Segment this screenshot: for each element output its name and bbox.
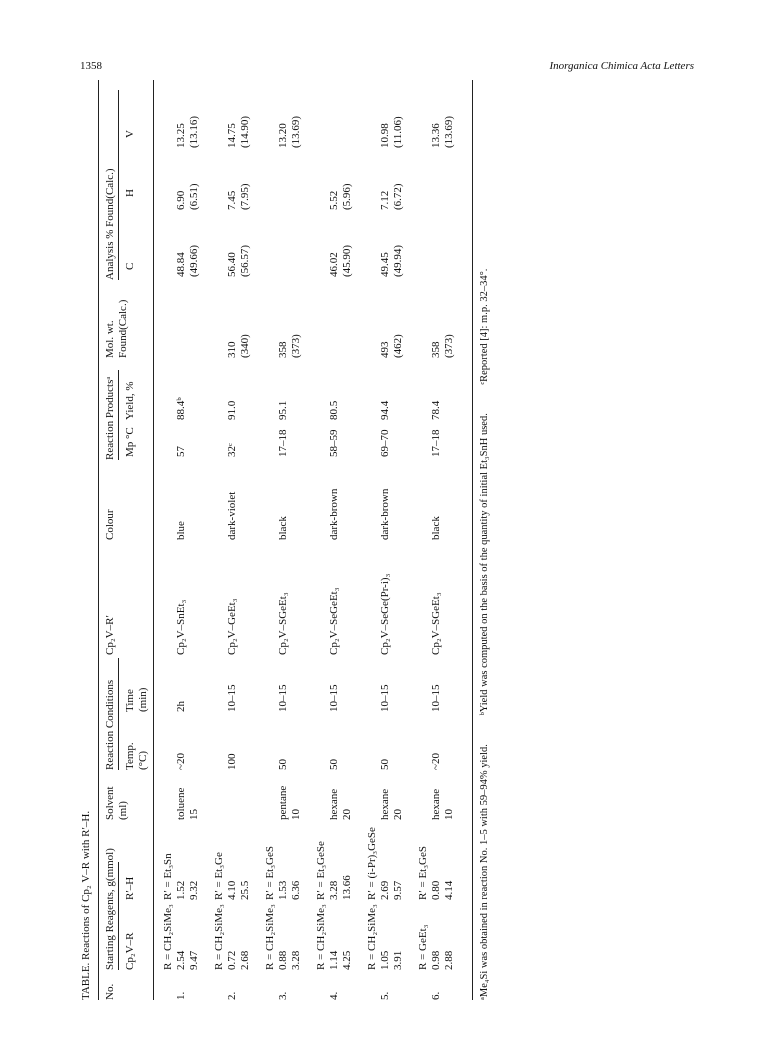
molwt-calc: (373): [443, 334, 455, 358]
temperature: 50: [328, 759, 340, 770]
rprime-mmol: 6.36: [290, 880, 302, 900]
r-group: R = CH₂SiMe₃: [162, 904, 174, 970]
product: Cp₂V–SeGeEt₃: [328, 587, 340, 655]
r-grams: 1.05: [379, 950, 391, 970]
solvent: hexane: [379, 788, 391, 820]
header-temp: Temp.: [124, 742, 136, 770]
yield: 78.4: [430, 400, 442, 420]
r-mmol: 3.91: [392, 950, 404, 970]
v-found: 13.20: [277, 123, 289, 148]
c-found: 56.40: [226, 252, 238, 277]
header-solvent: Solvent: [104, 786, 116, 820]
header-analysis: Analysis % Found(Calc.): [104, 90, 119, 280]
molwt-found: 493: [379, 341, 391, 358]
molwt-calc: (340): [239, 334, 251, 358]
h-calc: (6.51): [188, 183, 200, 210]
time: 2h: [175, 701, 187, 712]
header-solvent-unit: (ml): [117, 801, 129, 820]
product: Cp₂V–GeEt₃: [226, 598, 238, 655]
melting-point: 17–18: [430, 429, 442, 457]
journal-title: Inorganica Chimica Acta Letters: [549, 60, 694, 72]
r-mmol: 9.47: [188, 950, 200, 970]
header-time-unit: (min): [137, 687, 149, 712]
c-calc: (56.57): [239, 244, 251, 277]
colour: dark-violet: [226, 491, 238, 540]
rprime-group: R′ = Et₃GeS: [417, 845, 429, 900]
h-found: 7.45: [226, 190, 238, 210]
r-group: R = CH₂SiMe₃: [264, 904, 276, 970]
colour: blue: [175, 521, 187, 540]
rprime-group: R′ = Et₃Sn: [162, 853, 174, 900]
solvent-ml: 10: [290, 809, 302, 820]
h-found: 5.52: [328, 190, 340, 210]
top-rule: [98, 80, 99, 1000]
header-time: Time: [124, 689, 136, 712]
time: 10–15: [379, 684, 391, 712]
header-molwt: Mol. wt.: [104, 320, 116, 358]
c-calc: (49.94): [392, 244, 404, 277]
header-rh: R′–H: [124, 876, 136, 900]
header-reaction-conditions: Reaction Conditions: [104, 658, 119, 770]
v-found: 13.25: [175, 123, 187, 148]
r-mmol: 2.88: [443, 950, 455, 970]
footnote-a: ᵃMe₄Si was obtained in reaction No. 1–5 with 59–94% yield.: [479, 744, 490, 1000]
yield: 80.5: [328, 400, 340, 420]
temperature: 50: [277, 759, 289, 770]
header-product: Cp₂V–R′: [104, 615, 116, 655]
rprime-mmol: 25.5: [239, 880, 251, 900]
rprime-grams: 0.80: [430, 880, 442, 900]
c-found: 49.45: [379, 252, 391, 277]
solvent: hexane: [430, 788, 442, 820]
solvent: toluene: [175, 787, 187, 820]
melting-point: 32ᶜ: [226, 443, 238, 457]
rprime-mmol: 9.32: [188, 880, 200, 900]
rprime-grams: 4.10: [226, 880, 238, 900]
h-calc: (7.95): [239, 183, 251, 210]
melting-point: 58–59: [328, 429, 340, 457]
h-found: 6.90: [175, 190, 187, 210]
colour: black: [277, 516, 289, 540]
r-group: R = CH₂SiMe₃: [366, 904, 378, 970]
header-temp-unit: (°C): [137, 750, 149, 770]
solvent-ml: 15: [188, 809, 200, 820]
rprime-mmol: 13.66: [341, 875, 353, 900]
header-mp: Mp °C: [124, 427, 136, 457]
time: 10–15: [328, 684, 340, 712]
header-no: No.: [104, 983, 116, 1000]
v-calc: (14.90): [239, 115, 251, 148]
header-h: H: [124, 189, 136, 197]
r-grams: 1.14: [328, 950, 340, 970]
c-calc: (49.66): [188, 244, 200, 277]
rprime-mmol: 9.57: [392, 880, 404, 900]
header-reaction-products: Reaction Productsᵃ: [104, 370, 119, 460]
row-number: 2.: [226, 991, 238, 1000]
r-grams: 0.88: [277, 950, 289, 970]
molwt-calc: (462): [392, 334, 404, 358]
melting-point: 69–70: [379, 429, 391, 457]
header-c: C: [124, 262, 136, 270]
header-rule: [153, 80, 154, 1000]
product: Cp₂V–SGeEt₃: [430, 592, 442, 655]
v-calc: (13.16): [188, 115, 200, 148]
rprime-group: R′ = Et₃GeS: [264, 845, 276, 900]
v-calc: (13.69): [290, 115, 302, 148]
solvent-ml: 20: [392, 809, 404, 820]
molwt-found: 358: [277, 341, 289, 358]
rotated-table: [80, 80, 498, 1000]
v-calc: (11.06): [392, 116, 404, 148]
c-found: 48.84: [175, 252, 187, 277]
colour: dark-brown: [328, 488, 340, 540]
footnote-b: ᵇYield was computed on the basis of the quantity of initial Et₃SnH used.: [479, 413, 490, 716]
footnote-c: ᶜReported [4]: m.p. 32–34°.: [479, 268, 490, 385]
melting-point: 57: [175, 446, 187, 457]
molwt-found: 358: [430, 341, 442, 358]
v-found: 13.36: [430, 123, 442, 148]
row-number: 4.: [328, 991, 340, 1000]
time: 10–15: [277, 684, 289, 712]
colour: dark-brown: [379, 488, 391, 540]
molwt-calc: (373): [290, 334, 302, 358]
molwt-found: 310: [226, 341, 238, 358]
yield: 95.1: [277, 400, 289, 420]
product: Cp₂V–SnEt₃: [175, 599, 187, 655]
v-found: 14.75: [226, 123, 238, 148]
header-molwt-sub: Found(Calc.): [117, 299, 129, 358]
time: 10–15: [226, 684, 238, 712]
h-calc: (5.96): [341, 183, 353, 210]
r-grams: 0.72: [226, 950, 238, 970]
row-number: 6.: [430, 991, 442, 1000]
r-grams: 2.54: [175, 950, 187, 970]
header-v: V: [124, 130, 136, 138]
r-mmol: 4.25: [341, 950, 353, 970]
r-mmol: 3.28: [290, 950, 302, 970]
header-cp2vr: Cp₂V–R: [124, 932, 136, 970]
header-starting-reagents: Starting Reagents, g(mmol): [104, 862, 119, 970]
page-number: 1358: [80, 60, 102, 72]
rprime-group: R′ = Et₃GeSe: [315, 841, 327, 900]
rprime-grams: 3.28: [328, 880, 340, 900]
header-colour: Colour: [104, 509, 116, 540]
v-calc: (13.69): [443, 115, 455, 148]
melting-point: 17–18: [277, 429, 289, 457]
table-caption: TABLE. Reactions of Cp₂ V–R with R′–H.: [80, 810, 92, 1000]
product: Cp₂V–SeGe(Pr-i)₃: [379, 573, 391, 655]
solvent: pentane: [277, 785, 289, 820]
bottom-rule: [472, 80, 473, 1000]
r-group: R = GeEt₃: [417, 924, 429, 970]
temperature: ~20: [430, 753, 442, 770]
rprime-grams: 2.69: [379, 880, 391, 900]
solvent: hexane: [328, 788, 340, 820]
row-number: 5.: [379, 991, 391, 1000]
r-group: R = CH₂SiMe₃: [213, 904, 225, 970]
product: Cp₂V–SGeEt₃: [277, 592, 289, 655]
rprime-group: R′ = (i-Pr)₃GeSe: [366, 827, 378, 900]
yield: 91.0: [226, 400, 238, 420]
temperature: 50: [379, 759, 391, 770]
rprime-mmol: 4.14: [443, 880, 455, 900]
r-mmol: 2.68: [239, 950, 251, 970]
solvent-ml: 10: [443, 809, 455, 820]
solvent-ml: 20: [341, 809, 353, 820]
temperature: 100: [226, 753, 238, 770]
time: 10–15: [430, 684, 442, 712]
row-number: 3.: [277, 991, 289, 1000]
yield: 88.4ᵇ: [175, 397, 187, 420]
r-group: R = CH₂SiMe₃: [315, 904, 327, 970]
c-found: 46.02: [328, 252, 340, 277]
temperature: ~20: [175, 753, 187, 770]
colour: black: [430, 516, 442, 540]
rprime-grams: 1.53: [277, 880, 289, 900]
c-calc: (45.90): [341, 244, 353, 277]
h-found: 7.12: [379, 190, 391, 210]
row-number: 1.: [175, 991, 187, 1000]
rprime-group: R′ = Et₃Ge: [213, 852, 225, 900]
r-grams: 0.98: [430, 950, 442, 970]
header-yield: Yield, %: [124, 381, 136, 420]
h-calc: (6.72): [392, 183, 404, 210]
rprime-grams: 1.52: [175, 880, 187, 900]
v-found: 10.98: [379, 123, 391, 148]
yield: 94.4: [379, 400, 391, 420]
footnotes: [478, 243, 491, 1000]
